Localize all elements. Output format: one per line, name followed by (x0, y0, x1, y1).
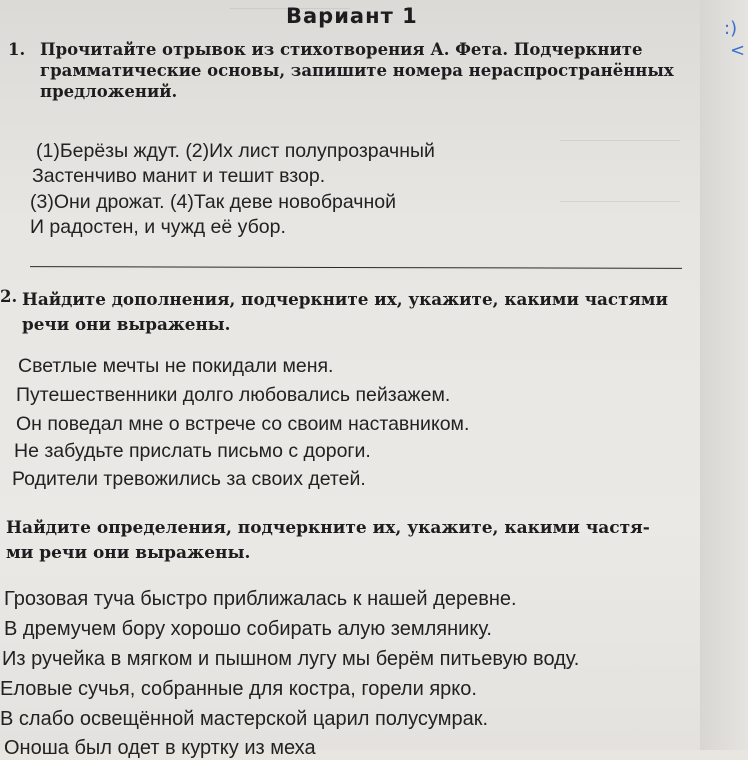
task2-instruction (22, 287, 712, 337)
sentence: Родители тревожились за своих детей. (12, 468, 366, 490)
sentence: Путешественники долго любовались пейзажем. (16, 384, 451, 406)
sentence: Он поведал мне о встрече со своим наставником. (16, 413, 470, 435)
task-number: 1. (8, 40, 26, 59)
instruction-line: грамматические основы, запишите номера нераспространённых (40, 61, 674, 80)
sentence: Еловые сучья, собранные для костра, горели ярко. (0, 678, 477, 700)
pencil-mark: :) (724, 18, 738, 39)
instruction-line: Прочитайте отрывок из стихотворения А. Фета. Подчеркните (40, 40, 643, 59)
sentence: Оноша был одет в куртку из меха (4, 737, 316, 759)
poem-line: И радостен, и чужд её убор. (30, 216, 286, 238)
poem-line: Застенчиво манит и тешит взор. (32, 165, 326, 187)
sentence: Грозовая туча быстро приближалась к нашей деревне. (4, 588, 517, 610)
poem-line: (3)Они дрожат. (4)Так деве новобрачной (30, 191, 396, 213)
sentence: В слабо освещённой мастерской царил полусумрак. (0, 708, 489, 730)
instruction-line: Найдите определения, подчеркните их, укажите, какими частя- (6, 518, 650, 538)
instruction-line: речи они выражены. (22, 314, 231, 334)
instruction-line: предложений. (40, 82, 178, 101)
sentence: Не забудьте прислать письмо с дороги. (14, 440, 371, 462)
sentence: Из ручейка в мягком и пышном лугу мы берём питьевую воду. (2, 648, 580, 670)
sentence: В дремучем бору хорошо собирать алую землянику. (4, 618, 492, 640)
task3-instruction (6, 516, 726, 566)
sentence: Светлые мечты не покидали меня. (18, 355, 334, 377)
bleed-through (560, 140, 680, 202)
variant-title: Вариант 1 (286, 4, 418, 28)
task-number: 2. (0, 287, 18, 306)
instruction-line: Найдите дополнения, подчеркните их, укажите, какими частями (22, 289, 668, 309)
adjacent-page-edge (700, 0, 748, 750)
pencil-mark: < (730, 40, 746, 61)
poem-line: (1)Берёзы ждут. (2)Их лист полупрозрачный (36, 140, 435, 162)
instruction-line: ми речи они выражены. (6, 543, 251, 563)
task1-instruction (40, 39, 700, 102)
